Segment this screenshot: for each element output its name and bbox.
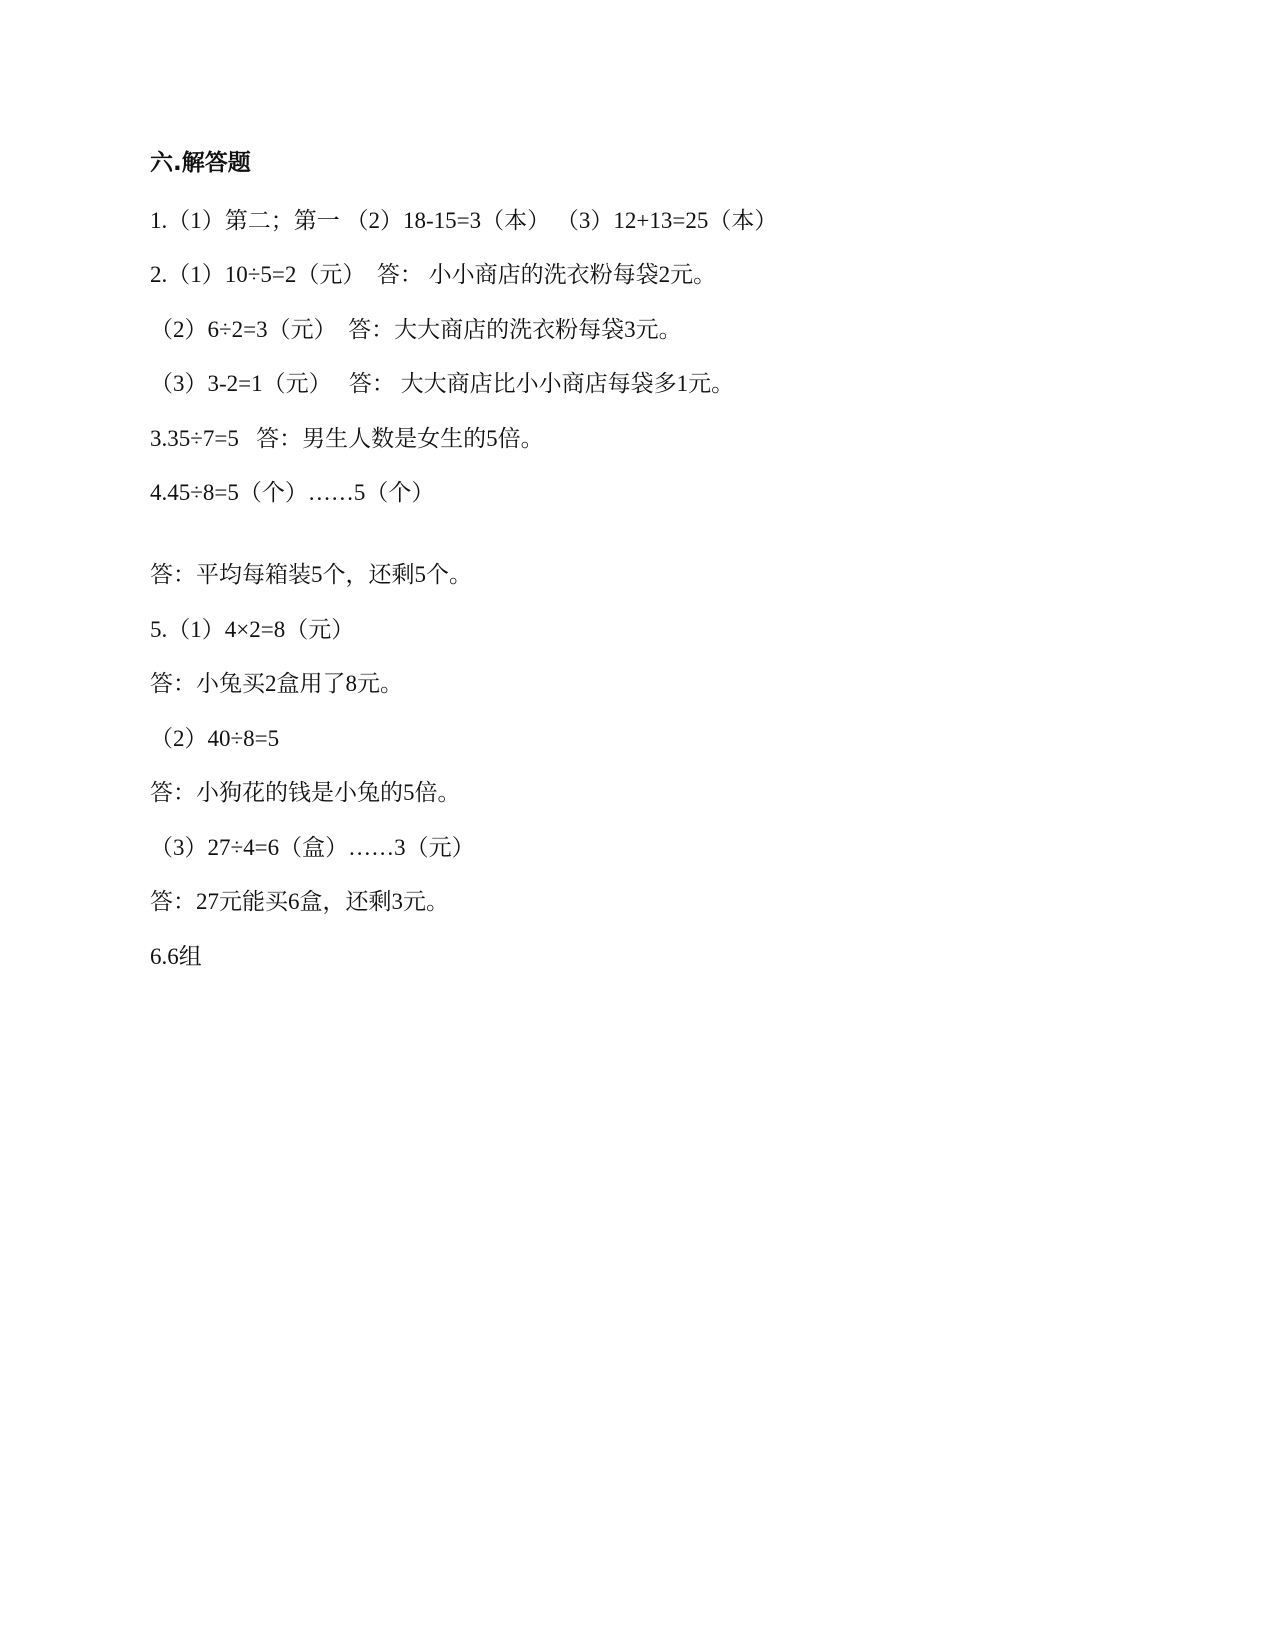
answer-line-12: （3）27÷4=6（盒）……3（元） — [150, 835, 475, 860]
answer-line-2: 2.（1）10÷5=2（元） 答： 小小商店的洗衣粉每袋2元。 — [150, 262, 717, 287]
answer-line-11: 答：小狗花的钱是小兔的5倍。 — [150, 780, 461, 805]
answer-line-3: （2）6÷2=3（元） 答：大大商店的洗衣粉每袋3元。 — [150, 317, 682, 342]
section-heading: 六.解答题 — [150, 150, 251, 176]
answer-line-7: 答：平均每箱装5个，还剩5个。 — [150, 562, 472, 587]
answer-line-14: 6.6组 — [150, 944, 202, 969]
answer-line-1: 1.（1）第二；第一 （2）18-15=3（本） （3）12+13=25（本） — [150, 208, 778, 233]
answer-line-5: 3.35÷7=5 答：男生人数是女生的5倍。 — [150, 426, 544, 451]
answer-line-4: （3）3-2=1（元） 答： 大大商店比小小商店每袋多1元。 — [150, 371, 735, 396]
answer-line-6: 4.45÷8=5（个）……5（个） — [150, 480, 435, 505]
answer-line-13: 答：27元能买6盒，还剩3元。 — [150, 889, 449, 914]
answer-line-10: （2）40÷8=5 — [150, 726, 280, 751]
answer-line-9: 答：小兔买2盒用了8元。 — [150, 671, 403, 696]
answer-line-8: 5.（1）4×2=8（元） — [150, 617, 355, 642]
